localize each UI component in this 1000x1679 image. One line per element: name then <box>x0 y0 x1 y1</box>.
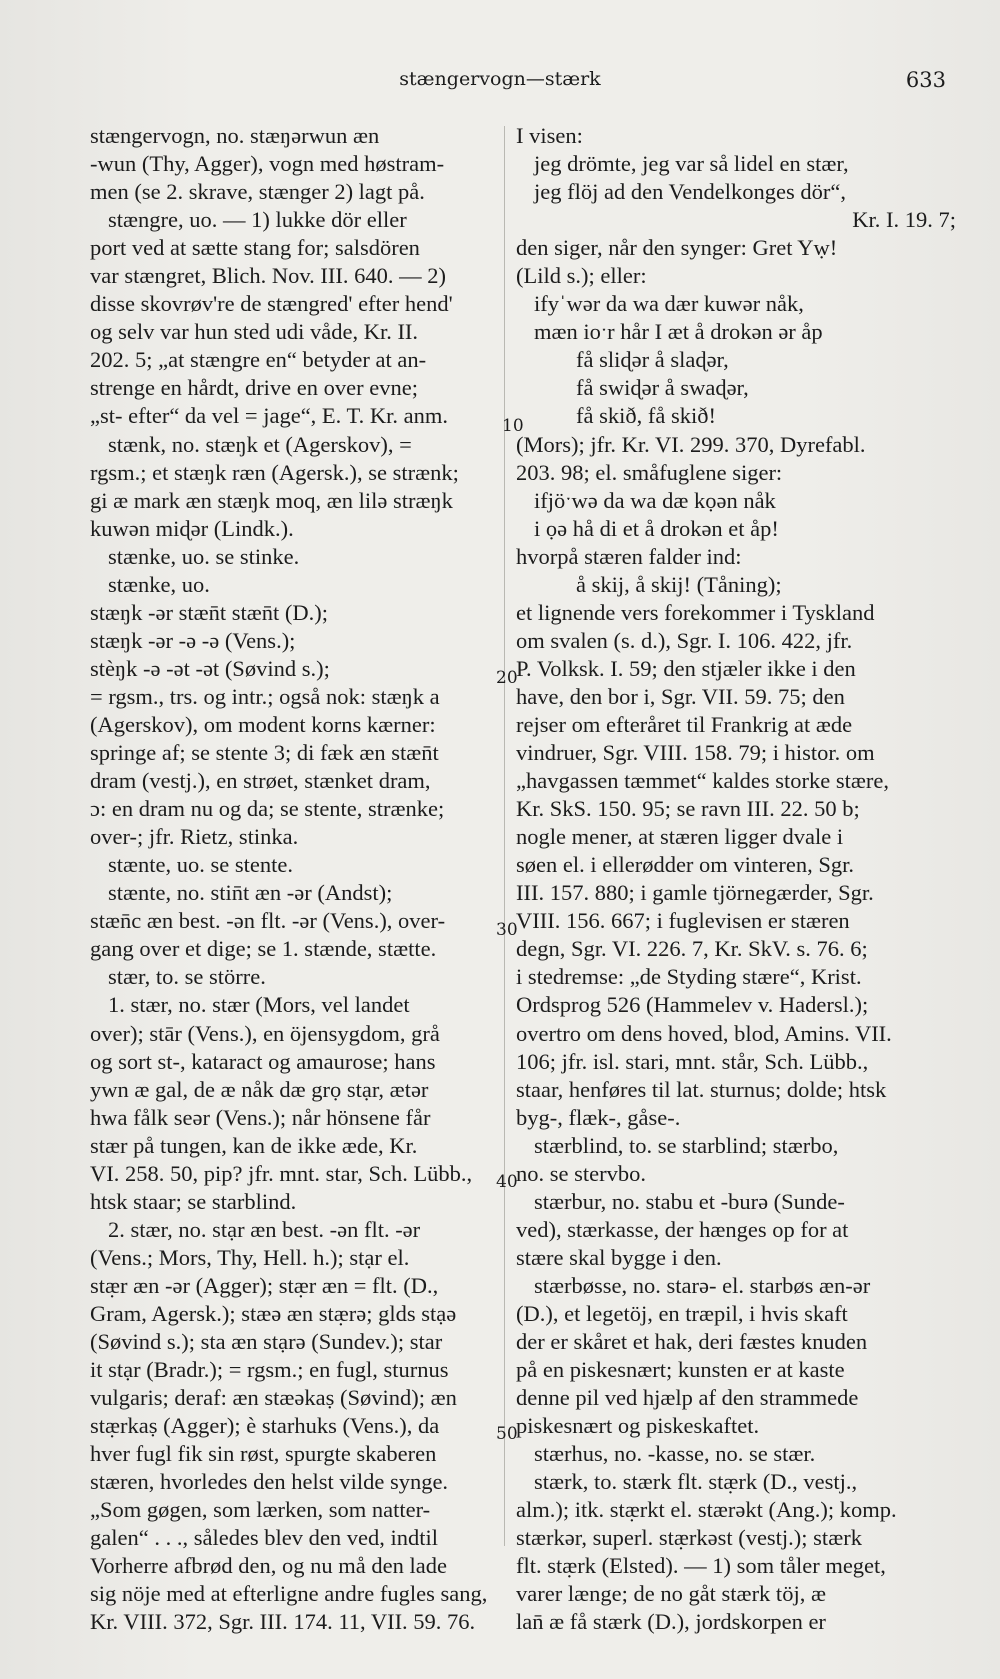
left-line: stèŋk -ə -ət -ət (Søvind s.); <box>90 655 330 681</box>
left-line: Vorherre afbrød den, og nu må den lade <box>90 1553 447 1579</box>
left-line: hver fugl fik sin røst, spurgte skaberen <box>90 1441 437 1467</box>
right-line: vindruer, Sgr. VIII. 158. 79; i histor. om <box>516 740 875 766</box>
left-line: -wun (Thy, Agger), vogn med høstram- <box>90 151 445 177</box>
right-column <box>516 122 956 1662</box>
right-line: jeg drömte, jeg var så lidel en stær, <box>534 151 849 177</box>
left-line: Gram, Agersk.); stæə æn stæ̣rə; glds stạə <box>90 1300 457 1326</box>
right-line: ifyˈwər da wa dær kuwər nåk, <box>534 291 804 317</box>
left-line: strenge en hårdt, drive en over evne; <box>90 375 418 401</box>
right-line: III. 157. 880; i gamle tjörnegærder, Sgr. <box>516 880 874 906</box>
left-line: htsk staar; se starblind. <box>90 1188 297 1214</box>
right-line: stære skal bygge i den. <box>516 1244 722 1270</box>
right-line: der er skåret et hak, deri fæstes knuden <box>516 1329 868 1355</box>
left-line: stænke, uo. se stinke. <box>108 543 300 569</box>
right-line: søen el. i ellerødder om vinteren, Sgr. <box>516 852 855 878</box>
left-line: stæ̣r æn -ər (Agger); stæ̣r æn = flt. (D., <box>90 1272 439 1298</box>
right-line: i ọə hå di et å drokən et åp! <box>534 515 779 541</box>
right-line: 203. 98; el. småfuglene siger: <box>516 459 783 485</box>
right-line: have, den bor i, Sgr. VII. 59. 75; den <box>516 683 845 709</box>
right-line: no. se stervbo. <box>516 1160 646 1186</box>
left-line: ɔ: en dram nu og da; se stente, strænke; <box>90 796 445 822</box>
left-line: stæŋk -ər stæn̄t stæn̄t (D.); <box>90 599 329 625</box>
right-line: alm.); itk. stæ̣rkt el. stærəkt (Ang.); komp. <box>516 1497 897 1523</box>
left-line: ywn æ gal, de æ nåk dæ grọ stạr, ætər <box>90 1076 429 1102</box>
right-line: et lignende vers forekommer i Tyskland <box>516 599 875 625</box>
left-line: springe af; se stente 3; di fæk æn stæn̄t <box>90 740 439 766</box>
left-line: stær, to. se större. <box>108 964 266 990</box>
right-line: degn, Sgr. VI. 226. 7, Kr. SkV. s. 76. 6; <box>516 936 868 962</box>
right-line: Ordsprog 526 (Hammelev v. Hadersl.); <box>516 992 869 1018</box>
line-number: 20 <box>496 668 518 688</box>
right-line: byg-, flæk-, gåse-. <box>516 1104 681 1130</box>
left-line: stænke, uo. <box>108 571 210 597</box>
left-line: gang over et dige; se 1. stænde, stætte. <box>90 936 437 962</box>
right-line: staar, henføres til lat. sturnus; dolde; htsk <box>516 1076 887 1102</box>
left-line: stær på tungen, kan de ikke æde, Kr. <box>90 1132 418 1158</box>
left-line: disse skovrøv're de stængred' efter hend' <box>90 291 453 317</box>
right-line: stærbøsse, no. starə- el. starbøs æn-ər <box>534 1272 871 1298</box>
right-line: å skij, å skij! (Tåning); <box>576 571 782 597</box>
right-line: rejser om efteråret til Frankrig at æde <box>516 711 853 737</box>
left-line: it stạr (Bradr.); = rgsm.; en fugl, sturnus <box>90 1357 449 1383</box>
left-line: stæren, hvorledes den helst vilde synge. <box>90 1469 449 1495</box>
left-line: over-; jfr. Rietz, stinka. <box>90 824 299 850</box>
right-line: Kr. SkS. 150. 95; se ravn III. 22. 50 b; <box>516 796 860 822</box>
left-line: dram (vestj.), en strøet, stænket dram, <box>90 768 431 794</box>
left-line: (Vens.; Mors, Thy, Hell. h.); stạr el. <box>90 1244 410 1270</box>
left-line: sig nöje med at efterligne andre fugles sang, <box>90 1581 488 1607</box>
left-line: 1. stær, no. stær (Mors, vel landet <box>108 992 410 1018</box>
right-line: denne pil ved hjælp af den strammede <box>516 1385 859 1411</box>
left-line: (Agerskov), om modent korns kærner: <box>90 711 436 737</box>
right-line: varer længe; de no gåt stærk töj, æ <box>516 1581 826 1607</box>
line-number: 40 <box>496 1172 518 1192</box>
page-header <box>0 64 1000 94</box>
left-line: vulgaris; deraf: æn stæəkaṣ (Søvind); æn <box>90 1385 457 1411</box>
right-line: få skið, få skið! <box>576 403 716 429</box>
left-line: kuwən miɖər (Lindk.). <box>90 515 294 541</box>
right-line: hvorpå stæren falder ind: <box>516 543 742 569</box>
column-divider <box>504 126 505 1546</box>
right-line: overtro om dens hoved, blod, Amins. VII. <box>516 1020 892 1046</box>
right-line: (D.), et legetöj, en træpil, i hvis skaft <box>516 1300 848 1326</box>
left-line: Kr. VIII. 372, Sgr. III. 174. 11, VII. 59. 76. <box>90 1609 476 1635</box>
left-line: stæŋk -ər -ə -ə (Vens.); <box>90 627 296 653</box>
left-line: stængervogn, no. stæŋərwun æn <box>90 123 380 148</box>
right-line: den siger, når den synger: Gret Yẉ! <box>516 235 838 261</box>
right-line: Kr. I. 19. 7; <box>852 207 956 233</box>
left-line: stæ̣rkaṣ (Agger); è starhuks (Vens.), da <box>90 1413 440 1439</box>
right-line: stærhus, no. -kasse, no. se stær. <box>534 1441 816 1467</box>
left-line: 202. 5; „at stængre en“ betyder at an- <box>90 347 427 373</box>
left-column <box>90 122 498 1662</box>
right-line: ved), stærkasse, der hænges op for at <box>516 1216 849 1242</box>
right-line: nogle mener, at stæren ligger dvale i <box>516 824 844 850</box>
left-line: VI. 258. 50, pip? jfr. mnt. star, Sch. Lübb., <box>90 1160 473 1186</box>
right-line: på en piskesnært; kunsten er at kaste <box>516 1357 845 1383</box>
left-line: „st- efter“ da vel = jage“, E. T. Kr. anm. <box>90 403 448 429</box>
right-line: piskesnært og piskeskaftet. <box>516 1413 760 1439</box>
left-line: 2. stær, no. stạr æn best. -ən flt. -ər <box>108 1216 421 1242</box>
left-line: men (se 2. skrave, stænger 2) lagt på. <box>90 179 425 205</box>
line-number: 50 <box>496 1424 518 1444</box>
left-line: galen“ . . ., således blev den ved, indtil <box>90 1525 439 1551</box>
right-line: om svalen (s. d.), Sgr. I. 106. 422, jfr. <box>516 627 853 653</box>
left-line: stænk, no. stæŋk et (Agerskov), = <box>108 431 412 457</box>
right-line: stærblind, to. se starblind; stærbo, <box>534 1132 839 1158</box>
left-line: stænte, uo. se stente. <box>108 852 293 878</box>
left-line: (Søvind s.); sta æn stạrə (Sundev.); star <box>90 1329 443 1355</box>
right-line: (Mors); jfr. Kr. VI. 299. 370, Dyrefabl. <box>516 431 866 457</box>
left-line: gi æ mark æn stæŋk moq, æn lilə stræŋk <box>90 487 453 513</box>
left-line: var stængret, Blich. Nov. III. 640. — 2) <box>90 263 446 289</box>
left-line: hwa fålk seər (Vens.); når hönsene får <box>90 1104 431 1130</box>
right-line: (Lild s.); eller: <box>516 263 647 289</box>
right-line: stærk, to. stærk flt. stæ̣rk (D., vestj., <box>534 1469 858 1495</box>
left-line: og selv var hun sted udi våde, Kr. II. <box>90 319 419 345</box>
right-line: jeg flöj ad den Vendelkonges dör“, <box>534 179 847 205</box>
right-line: stærkər, superl. stæ̣rkəst (vestj.); stærk <box>516 1525 862 1551</box>
right-line: P. Volksk. I. 59; den stjæler ikke i den <box>516 655 856 681</box>
left-line: rgsm.; et stæŋk ræn (Agersk.), se strænk; <box>90 459 459 485</box>
right-line: få swiɖər å swaɖər, <box>576 375 749 401</box>
right-line: stærbur, no. stabu et -burə (Sunde- <box>534 1188 845 1214</box>
line-number: 30 <box>496 920 518 940</box>
left-line: „Som gøgen, som lærken, som natter- <box>90 1497 431 1523</box>
right-line: i stedremse: „de Styding stære“, Krist. <box>516 964 862 990</box>
left-line: port ved at sætte stang for; salsdören <box>90 235 420 261</box>
right-line: mæn ioˑr hår I æt å drokən ər åp <box>534 319 823 345</box>
right-line: I visen: <box>516 123 583 148</box>
left-line: stæn̄c æn best. -ən flt. -ər (Vens.), over- <box>90 908 446 934</box>
left-line: og sort st-, kataract og amaurose; hans <box>90 1048 436 1074</box>
right-line: 106; jfr. isl. stari, mnt. står, Sch. Lübb., <box>516 1048 869 1074</box>
left-line: stængre, uo. — 1) lukke dör eller <box>108 207 407 233</box>
running-title: stængervogn—stærk <box>399 68 601 90</box>
right-line: ifjöˑwə da wa dæ kọən nåk <box>534 487 776 513</box>
right-line: VIII. 156. 667; i fuglevisen er stæren <box>516 908 850 934</box>
left-line: = rgsm., trs. og intr.; også nok: stæŋk a <box>90 683 440 709</box>
page-number: 633 <box>905 68 946 92</box>
left-line: stænte, no. stin̄t æn -ər (Andst); <box>108 880 393 906</box>
right-line: „havgassen tæmmet“ kaldes storke stære, <box>516 768 890 794</box>
left-line: over); stār (Vens.), en öjensygdom, grå <box>90 1020 440 1046</box>
right-line: flt. stæ̣rk (Elsted). — 1) som tåler meget, <box>516 1553 886 1579</box>
line-number: 10 <box>502 416 524 436</box>
right-line: få sliɖər å slaɖər, <box>576 347 729 373</box>
right-line: lan̄ æ få stærk (D.), jordskorpen er <box>516 1609 826 1635</box>
